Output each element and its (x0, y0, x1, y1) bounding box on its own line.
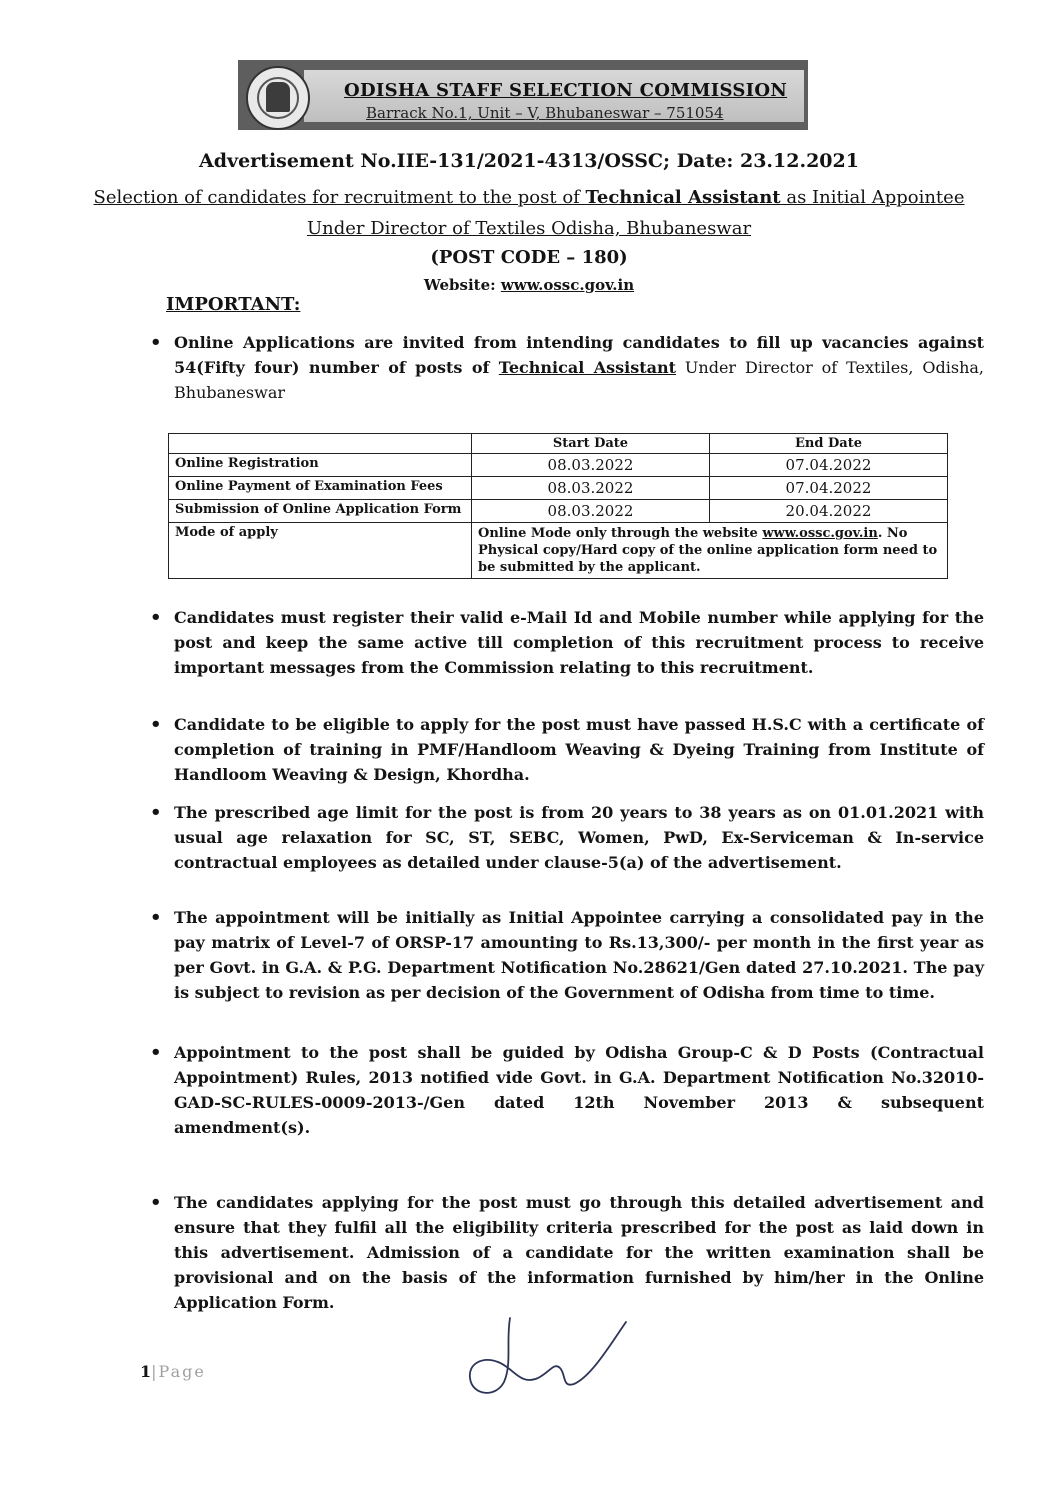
bullet-icon: • (150, 802, 162, 823)
start-date: 08.03.2022 (472, 454, 710, 477)
list-item (150, 1190, 984, 1315)
state-emblem-icon (246, 66, 310, 130)
column-header-start: Start Date (472, 434, 710, 454)
list-item (150, 1040, 984, 1140)
column-header-end: End Date (710, 434, 948, 454)
selection-post-name: Technical Assistant (585, 187, 781, 208)
mode-post: . No Physical copy/Hard copy of the online application form need to be submitted by the applicant. (478, 526, 938, 575)
page-number: 1 (140, 1362, 152, 1381)
start-date: 08.03.2022 (472, 500, 710, 523)
bullet-icon: • (150, 332, 162, 353)
mode-description (472, 523, 948, 579)
mode-website-link[interactable]: www.ossc.gov.in (762, 526, 878, 541)
mode-pre: Online Mode only through the website (478, 526, 763, 541)
table-row (169, 500, 948, 523)
list-item-text: Candidate to be eligible to apply for the post must have passed H.S.C with a certificate of completion of training in PMF/Handloom Weaving & Dyeing Training from Institute of Handloom Weaving & Design, Khordha. (174, 715, 984, 784)
row-label: Online Registration (169, 454, 472, 477)
website-line (0, 276, 1058, 294)
list-item (150, 800, 984, 875)
schedule-table (168, 433, 948, 579)
department-line: Under Director of Textiles Odisha, Bhubaneswar (306, 218, 752, 239)
intro-tail: Under Director of Textiles, Odisha, Bhubaneswar (174, 358, 984, 402)
list-item (150, 905, 984, 1005)
website-label: Website: (423, 276, 501, 294)
intro-bullet (150, 330, 984, 405)
row-label: Online Payment of Examination Fees (169, 477, 472, 500)
start-date: 08.03.2022 (472, 477, 710, 500)
bullet-icon: • (150, 607, 162, 628)
list-item (150, 712, 984, 787)
intro-bullet-text (174, 330, 984, 405)
end-date: 07.04.2022 (710, 477, 948, 500)
table-row (169, 477, 948, 500)
end-date: 20.04.2022 (710, 500, 948, 523)
list-item (150, 605, 984, 680)
list-item-text: Appointment to the post shall be guided by Odisha Group-C & D Posts (Contractual Appointment) Rules, 2013 notified vide Govt. in G.A. Department Notification No.32010-GAD-SC-RULES-0009-2013-/Gen dated 12th November 2013 & subsequent amendment(s). (174, 1043, 984, 1137)
end-date: 07.04.2022 (710, 454, 948, 477)
selection-tail: as Initial Appointee (780, 187, 965, 208)
emblem-figure (266, 82, 290, 112)
intro-pre: Online Applications are invited from intending candidates to fill up vacancies against 54(Fifty four) number of posts of (174, 333, 984, 377)
org-name: ODISHA STAFF SELECTION COMMISSION (344, 80, 788, 101)
important-heading: IMPORTANT: (166, 294, 301, 315)
bullet-icon: • (150, 714, 162, 735)
intro-post-name: Technical Assistant (498, 358, 677, 377)
page-footer (140, 1362, 206, 1381)
website-link[interactable]: www.ossc.gov.in (500, 276, 635, 294)
table-row (169, 523, 948, 579)
list-item-text: The candidates applying for the post must go through this detailed advertisement and ensure that they fulfil all the eligibility criteria prescribed for the post as laid down in this advertisement. Admission of a candidate for the written examination shall be provisional and on the basis of the information furnished by him/her in the Online Application Form. (174, 1193, 984, 1312)
row-label: Mode of apply (169, 523, 472, 579)
selection-line (0, 187, 1058, 208)
bullet-icon: • (150, 907, 162, 928)
bullet-icon: • (150, 1042, 162, 1063)
post-code: (POST CODE – 180) (430, 247, 628, 268)
bullet-icon: • (150, 1192, 162, 1213)
list-item-text: The appointment will be initially as Initial Appointee carrying a consolidated pay in the pay matrix of Level-7 of ORSP-17 amounting to Rs.13,300/- per month in the first year as per Govt. in G.A. & P.G. Department Notification No.28621/Gen dated 27.10.2021. The pay is subject to revision as per decision of the Government of Odisha from time to time. (174, 908, 984, 1002)
page-label: |Page (151, 1362, 206, 1381)
signature-icon (462, 1312, 632, 1402)
row-label: Submission of Online Application Form (169, 500, 472, 523)
advertisement-number: Advertisement No.IIE-131/2021-4313/OSSC; Date: 23.12.2021 (199, 150, 859, 172)
table-header-row (169, 434, 948, 454)
list-item-text: The prescribed age limit for the post is from 20 years to 38 years as on 01.01.2021 with usual age relaxation for SC, ST, SEBC, Women, PwD, Ex-Serviceman & In-service contractual employees as detailed under clause-5(a) of the advertisement. (174, 803, 984, 872)
list-item-text: Candidates must register their valid e-Mail Id and Mobile number while applying for the post and keep the same active till completion of this recruitment process to receive important messages from the Commission relating to this recruitment. (174, 608, 984, 677)
table-header-blank (169, 434, 472, 454)
org-address: Barrack No.1, Unit – V, Bhubaneswar – 751054 (366, 104, 724, 122)
selection-pre: Selection of candidates for recruitment to the post of (93, 187, 586, 208)
table-row (169, 454, 948, 477)
